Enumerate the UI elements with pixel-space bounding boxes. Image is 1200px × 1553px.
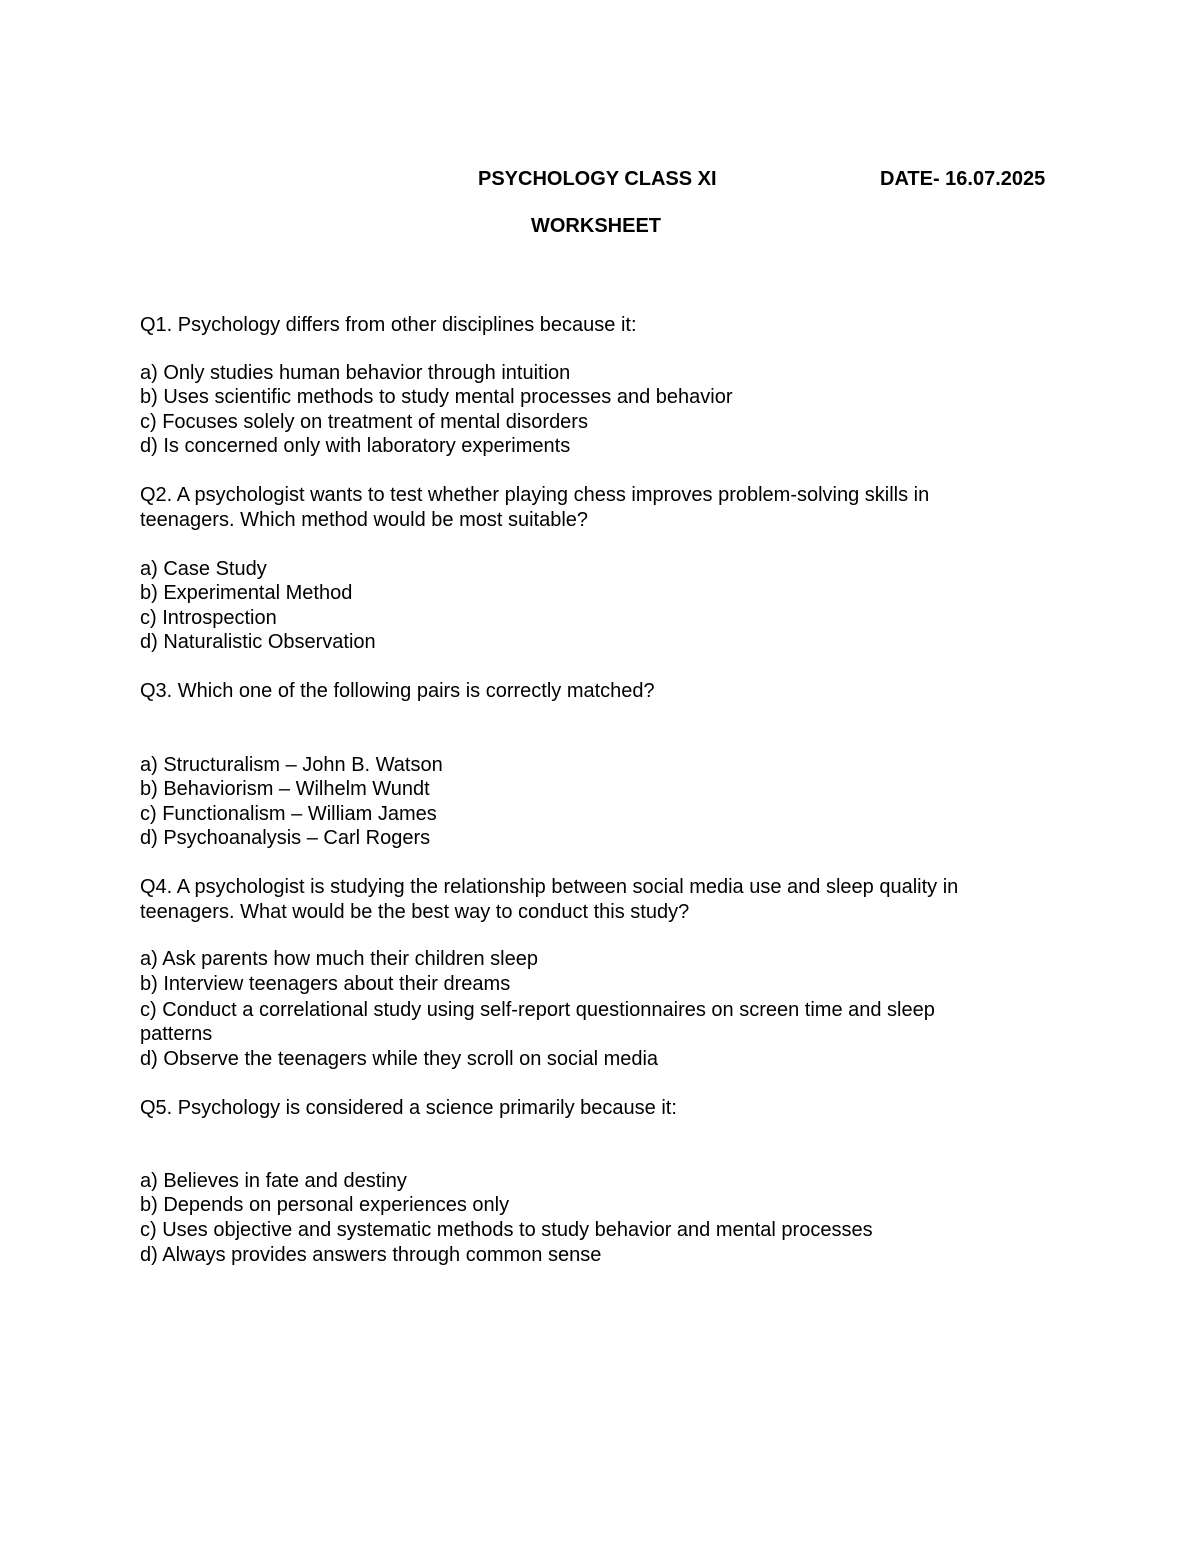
question-4-line-2: teenagers. What would be the best way to conduct this study? bbox=[140, 901, 690, 923]
question-1: Q1. Psychology differs from other disciplines because it: bbox=[140, 314, 637, 336]
page-title: PSYCHOLOGY CLASS XI bbox=[478, 168, 717, 190]
q5-option-d: d) Always provides answers through common sense bbox=[140, 1244, 602, 1266]
q4-option-c-continued: patterns bbox=[140, 1023, 213, 1045]
question-3: Q3. Which one of the following pairs is correctly matched? bbox=[140, 680, 655, 702]
q2-option-a: a) Case Study bbox=[140, 558, 267, 580]
q2-option-c: c) Introspection bbox=[140, 607, 277, 629]
q4-option-d: d) Observe the teenagers while they scroll on social media bbox=[140, 1048, 659, 1070]
q5-option-a: a) Believes in fate and destiny bbox=[140, 1170, 407, 1192]
date-label: DATE- 16.07.2025 bbox=[880, 168, 1046, 190]
q4-option-c: c) Conduct a correlational study using self-report questionnaires on screen time and sleep bbox=[140, 999, 935, 1021]
q3-option-b: b) Behaviorism – Wilhelm Wundt bbox=[140, 778, 430, 800]
q3-option-c: c) Functionalism – William James bbox=[140, 803, 437, 825]
q2-option-b: b) Experimental Method bbox=[140, 582, 353, 604]
q4-option-a: a) Ask parents how much their children sleep bbox=[140, 948, 538, 970]
q1-option-c: c) Focuses solely on treatment of mental disorders bbox=[140, 411, 588, 433]
q3-option-a: a) Structuralism – John B. Watson bbox=[140, 754, 443, 776]
q4-option-b: b) Interview teenagers about their dreams bbox=[140, 973, 511, 995]
question-5: Q5. Psychology is considered a science primarily because it: bbox=[140, 1097, 677, 1119]
q1-option-b: b) Uses scientific methods to study mental processes and behavior bbox=[140, 386, 733, 408]
worksheet-heading: WORKSHEET bbox=[531, 215, 661, 237]
question-2-line-2: teenagers. Which method would be most suitable? bbox=[140, 509, 589, 531]
question-4-line-1: Q4. A psychologist is studying the relationship between social media use and sleep quality in bbox=[140, 876, 959, 898]
q5-option-c: c) Uses objective and systematic methods to study behavior and mental processes bbox=[140, 1219, 873, 1241]
q5-option-b: b) Depends on personal experiences only bbox=[140, 1194, 510, 1216]
q1-option-d: d) Is concerned only with laboratory experiments bbox=[140, 435, 571, 457]
question-2-line-1: Q2. A psychologist wants to test whether playing chess improves problem-solving skills in bbox=[140, 484, 930, 506]
q1-option-a: a) Only studies human behavior through intuition bbox=[140, 362, 571, 384]
q2-option-d: d) Naturalistic Observation bbox=[140, 631, 376, 653]
q3-option-d: d) Psychoanalysis – Carl Rogers bbox=[140, 827, 431, 849]
